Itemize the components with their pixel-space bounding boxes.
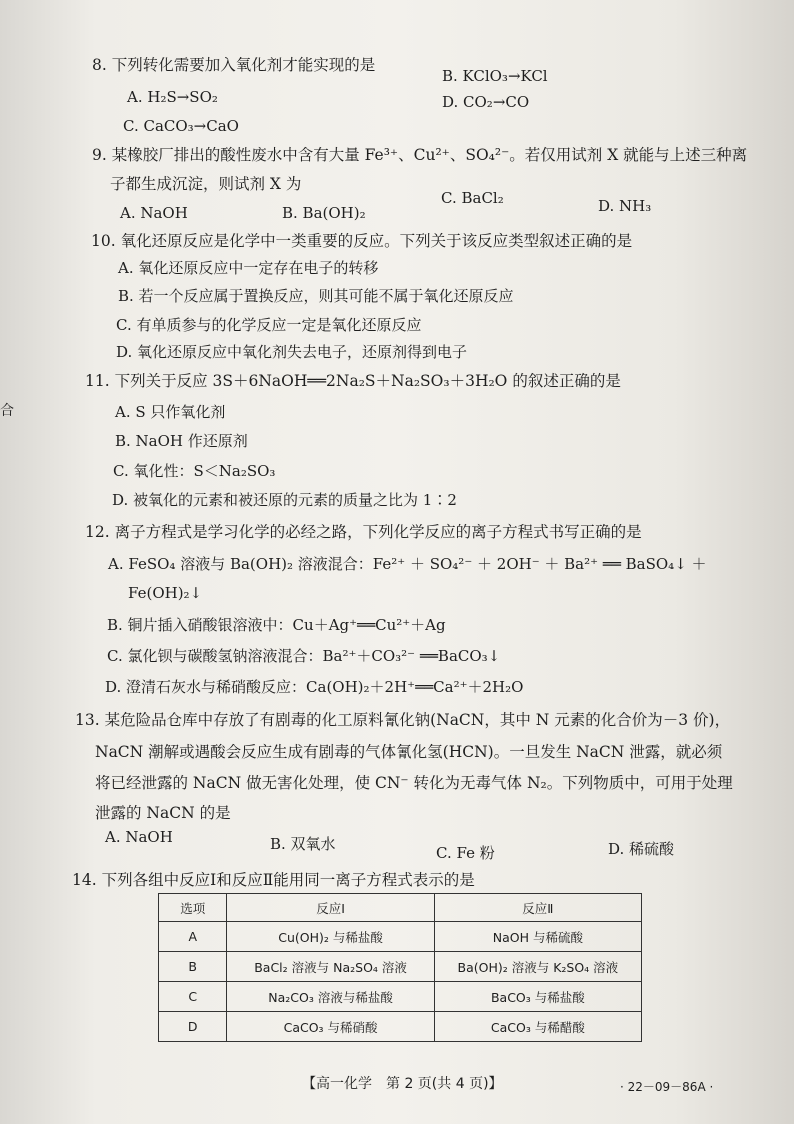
q9-option-a: A. NaOH — [120, 204, 188, 222]
table-cell-option: B — [159, 952, 227, 982]
q9-stem-2: 子都生成沉淀，则试剂 X 为 — [110, 175, 302, 193]
q14-stem: 14. 下列各组中反应Ⅰ和反应Ⅱ能用同一离子方程式表示的是 — [72, 871, 475, 889]
table-row — [159, 982, 642, 1012]
q8-option-a: A. H₂S→SO₂ — [127, 88, 218, 106]
q11-option-a: A. S 只作氧化剂 — [115, 403, 226, 421]
exam-code: · 22－09－86A · — [620, 1080, 714, 1094]
margin-char: 合 — [0, 403, 14, 419]
table-cell-reaction-2: NaOH 与稀硫酸 — [434, 922, 641, 952]
table-row — [159, 922, 642, 952]
table-cell-option: A — [159, 922, 227, 952]
q9-stem-1: 9. 某橡胶厂排出的酸性废水中含有大量 Fe³⁺、Cu²⁺、SO₄²⁻。若仅用试剂 X 就能与上述三种离 — [92, 146, 748, 164]
q11-option-c: C. 氧化性：S＜Na₂SO₃ — [113, 462, 276, 480]
q9-option-d: D. NH₃ — [598, 197, 652, 215]
page-footer: 【高一化学 第 2 页(共 4 页)】 — [302, 1076, 503, 1092]
q12-stem: 12. 离子方程式是学习化学的必经之路，下列化学反应的离子方程式书写正确的是 — [85, 523, 642, 541]
q12-option-c: C. 氯化钡与碳酸氢钠溶液混合：Ba²⁺＋CO₃²⁻ ══BaCO₃↓ — [107, 647, 501, 665]
table-header-row — [159, 894, 642, 922]
q14-options-table — [158, 893, 642, 1042]
q13-stem-4: 泄露的 NaCN 的是 — [95, 804, 231, 822]
table-cell-reaction-1: BaCl₂ 溶液与 Na₂SO₄ 溶液 — [227, 952, 434, 982]
q13-stem-2: NaCN 潮解或遇酸会反应生成有剧毒的气体氰化氢(HCN)。一旦发生 NaCN 泄露，就必须 — [95, 743, 723, 761]
q13-stem-3: 将已经泄露的 NaCN 做无害化处理，使 CN⁻ 转化为无毒气体 N₂。下列物质中，可用于处理 — [95, 774, 733, 792]
table-cell-reaction-2: CaCO₃ 与稀醋酸 — [434, 1012, 641, 1042]
q11-option-d: D. 被氧化的元素和被还原的元素的质量之比为 1∶2 — [112, 491, 457, 509]
q10-option-d: D. 氧化还原反应中氧化剂失去电子，还原剂得到电子 — [116, 343, 468, 361]
q13-stem-1: 13. 某危险品仓库中存放了有剧毒的化工原料氰化钠(NaCN，其中 N 元素的化合价为－3 价)， — [75, 711, 731, 729]
q8-option-c: C. CaCO₃→CaO — [123, 117, 239, 135]
q10-option-c: C. 有单质参与的化学反应一定是氧化还原反应 — [116, 316, 422, 334]
q10-option-a: A. 氧化还原反应中一定存在电子的转移 — [118, 259, 379, 277]
q10-option-b: B. 若一个反应属于置换反应，则其可能不属于氧化还原反应 — [118, 287, 514, 305]
table-row — [159, 952, 642, 982]
table-cell-reaction-1: Na₂CO₃ 溶液与稀盐酸 — [227, 982, 434, 1012]
q10-stem: 10. 氧化还原反应是化学中一类重要的反应。下列关于该反应类型叙述正确的是 — [91, 232, 633, 250]
q11-option-b: B. NaOH 作还原剂 — [115, 432, 248, 450]
q13-option-b: B. 双氧水 — [270, 835, 336, 853]
table-cell-reaction-1: Cu(OH)₂ 与稀盐酸 — [227, 922, 434, 952]
q12-option-a-2: Fe(OH)₂↓ — [128, 584, 203, 602]
q13-option-a: A. NaOH — [105, 828, 173, 846]
table-cell-reaction-2: BaCO₃ 与稀盐酸 — [434, 982, 641, 1012]
q11-stem: 11. 下列关于反应 3S＋6NaOH══2Na₂S＋Na₂SO₃＋3H₂O 的叙述正确的是 — [85, 372, 621, 390]
q8-option-d: D. CO₂→CO — [442, 93, 530, 111]
q12-option-d: D. 澄清石灰水与稀硝酸反应：Ca(OH)₂＋2H⁺══Ca²⁺＋2H₂O — [105, 678, 524, 696]
q8-option-b: B. KClO₃→KCl — [442, 67, 548, 85]
q12-option-b: B. 铜片插入硝酸银溶液中：Cu＋Ag⁺══Cu²⁺＋Ag — [107, 616, 446, 634]
table-cell-option: C — [159, 982, 227, 1012]
table-header-option: 选项 — [159, 894, 227, 922]
table-cell-option: D — [159, 1012, 227, 1042]
table-header-reaction-2: 反应Ⅱ — [434, 894, 641, 922]
table-cell-reaction-1: CaCO₃ 与稀硝酸 — [227, 1012, 434, 1042]
table-header-reaction-1: 反应Ⅰ — [227, 894, 434, 922]
table-cell-reaction-2: Ba(OH)₂ 溶液与 K₂SO₄ 溶液 — [434, 952, 641, 982]
q9-option-c: C. BaCl₂ — [441, 189, 504, 207]
q9-option-b: B. Ba(OH)₂ — [282, 204, 366, 222]
table-row — [159, 1012, 642, 1042]
q13-option-c: C. Fe 粉 — [436, 844, 495, 862]
q13-option-d: D. 稀硫酸 — [608, 840, 675, 858]
q8-stem: 8. 下列转化需要加入氧化剂才能实现的是 — [92, 56, 376, 74]
q12-option-a-1: A. FeSO₄ 溶液与 Ba(OH)₂ 溶液混合：Fe²⁺ ＋ SO₄²⁻ ＋ 2OH⁻ ＋ Ba²⁺ ══ BaSO₄↓ ＋ — [108, 555, 707, 573]
